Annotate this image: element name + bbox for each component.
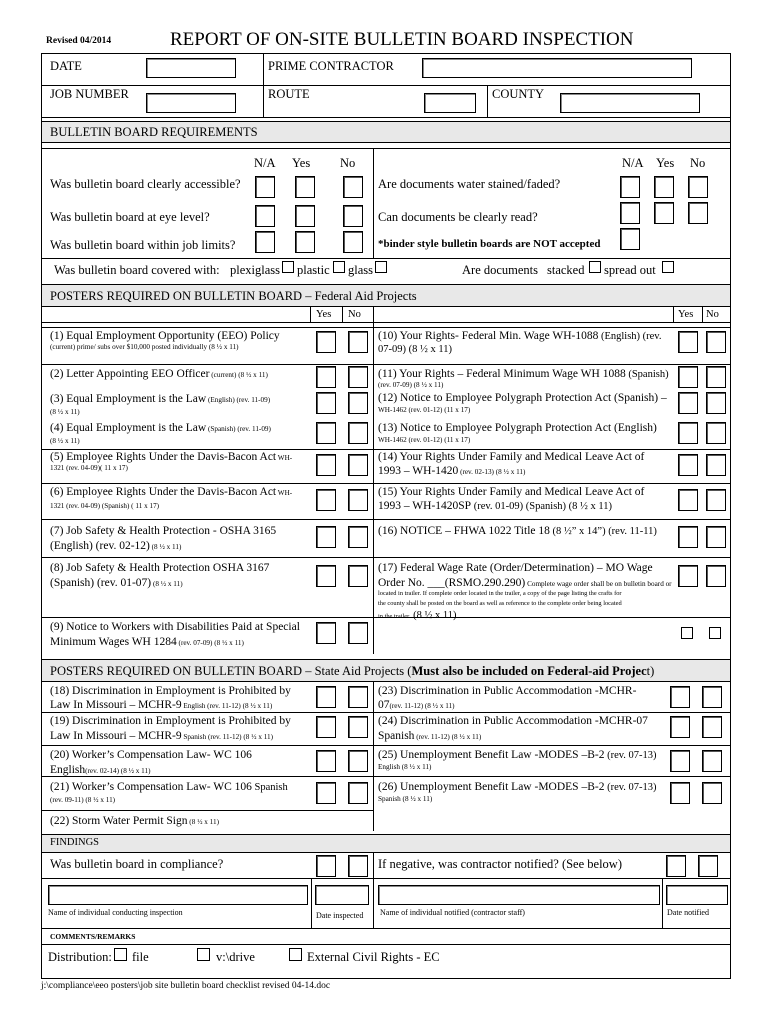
- q-within-limits: Was bulletin board within job limits?: [50, 238, 236, 252]
- poster-17-main: Order No. ___(RSMO.290.290): [378, 577, 526, 589]
- file-checkbox[interactable]: [114, 948, 127, 961]
- federal-col-yes-left: Yes: [316, 309, 332, 320]
- binder-note: *binder style bulletin boards are NOT accepted: [378, 238, 601, 250]
- poster-20-title: (20) Worker’s Compensation Law- WC 106: [50, 749, 252, 761]
- poster-25-no-checkbox[interactable]: [702, 750, 722, 772]
- federal-heading-main: POSTERS REQUIRED ON BULLETIN BOARD: [50, 289, 303, 303]
- poster-26-title: [378, 782, 657, 794]
- poster-24-line2: [378, 731, 481, 743]
- poster-14-no-checkbox[interactable]: [706, 454, 726, 476]
- plastic-checkbox[interactable]: [333, 261, 345, 273]
- prime-contractor-field[interactable]: [422, 58, 692, 78]
- notified-no-checkbox[interactable]: [698, 855, 718, 877]
- date-inspected-label: Date inspected: [316, 911, 364, 920]
- poster-4-size: (8 ½ x 11): [50, 437, 80, 445]
- county-field[interactable]: [560, 93, 700, 113]
- file-path: j:\compliance\eeo posters\job site bulletin board checklist revised 04-14.doc: [41, 981, 331, 991]
- poster-19-title: (19) Discrimination in Employment is Prohibited by: [50, 715, 291, 727]
- poster-6-main: (6) Employee Rights Under the Davis-Bacon Act: [50, 486, 277, 498]
- poster-4-no-checkbox[interactable]: [348, 422, 368, 444]
- col-na-left: N/A: [254, 156, 276, 170]
- poster-21-title: [50, 782, 288, 794]
- external-label: External Civil Rights - EC: [307, 950, 440, 964]
- county-label: COUNTY: [492, 87, 545, 101]
- route-field[interactable]: [424, 93, 476, 113]
- poster-7-title: (7) Job Safety & Health Protection - OSHA 3165: [50, 525, 277, 537]
- poster-14-title: (14) Your Rights Under Family and Medical Leave Act of: [378, 451, 645, 463]
- poster-12-yes-checkbox[interactable]: [678, 392, 698, 414]
- poster-2-main: (2) Letter Appointing EEO Officer: [50, 368, 210, 380]
- poster-7-main: (English) (rev. 02-12): [50, 540, 150, 552]
- poster-21-no-checkbox[interactable]: [348, 782, 368, 804]
- inspector-name-label: Name of individual conducting inspection: [48, 908, 183, 917]
- poster-23-detail: (rev. 11-12) (8 ½ x 11): [389, 702, 455, 710]
- poster-6-yes-checkbox[interactable]: [316, 489, 336, 511]
- poster-11-yes-checkbox[interactable]: [678, 366, 698, 388]
- poster-17-size: (8 ½ x 11): [410, 610, 457, 621]
- poster-18-detail: English (rev. 11-12) (8 ½ x 11): [181, 702, 273, 710]
- poster-14-main: 1993 – WH-1420: [378, 465, 459, 477]
- poster-25-title: [378, 750, 657, 762]
- poster-16-no-checkbox[interactable]: [706, 526, 726, 548]
- poster-26-yes-checkbox[interactable]: [670, 782, 690, 804]
- poster-18-line2: [50, 700, 272, 712]
- poster-13-title: (13) Notice to Employee Polygraph Protection Act (English): [378, 422, 657, 434]
- poster-26-no-checkbox[interactable]: [702, 782, 722, 804]
- poster-8-main: (Spanish) (rev. 01-07): [50, 577, 152, 589]
- poster-14-yes-checkbox[interactable]: [678, 454, 698, 476]
- poster-25-rev: (rev. 07-13): [604, 750, 657, 761]
- plastic-label: plastic: [297, 263, 330, 277]
- poster-5-title: [50, 452, 292, 464]
- state-heading-main: POSTERS REQUIRED ON BULLETIN BOARD: [50, 664, 303, 678]
- state-heading-end: t): [646, 664, 655, 678]
- poster-20-main: English: [50, 764, 86, 776]
- poster-23-no-checkbox[interactable]: [702, 686, 722, 708]
- poster-19-main: Law In Missouri – MCHR-9: [50, 730, 182, 742]
- poster-6-title: [50, 487, 292, 499]
- poster-19-detail: Spanish (rev. 11-12) (8 ½ x 11): [181, 733, 274, 741]
- poster-3-title: [50, 394, 270, 406]
- poster-5-main: (5) Employee Rights Under the Davis-Bacon Act: [50, 451, 277, 463]
- poster-21-detail: (rev. 09-11) (8 ½ x 11): [50, 796, 116, 804]
- job-number-field[interactable]: [146, 93, 236, 113]
- federal-heading: [50, 290, 417, 303]
- poster-17-title: (17) Federal Wage Rate (Order/Determination) – MO Wage: [378, 562, 653, 574]
- q-clearly-read: Can documents be clearly read?: [378, 210, 538, 224]
- poster-11-detail: (Spanish): [625, 369, 669, 380]
- within-limits-no-checkbox[interactable]: [343, 231, 363, 253]
- poster-9-right-yes-checkbox[interactable]: [681, 627, 693, 639]
- poster-17-trailer: in the trailer.: [378, 613, 411, 620]
- poster-10-detail: (English) (rev.: [598, 331, 662, 342]
- poster-9-title: (9) Notice to Workers with Disabilities Paid at Special: [50, 621, 300, 633]
- accessible-yes-checkbox[interactable]: [295, 176, 315, 198]
- poster-1-no-checkbox[interactable]: [348, 331, 368, 353]
- poster-2-title: [50, 369, 268, 381]
- poster-17-line5: [378, 611, 456, 622]
- notified-yes-checkbox[interactable]: [666, 855, 686, 877]
- glass-label: glass: [348, 263, 373, 277]
- poster-25-yes-checkbox[interactable]: [670, 750, 690, 772]
- poster-8-title: (8) Job Safety & Health Protection OSHA 3167: [50, 562, 270, 574]
- federal-col-yes-right: Yes: [678, 309, 694, 320]
- poster-8-size: (8 ½ x 11): [151, 580, 183, 588]
- poster-25-detail: English (8 ½ x 11): [378, 763, 432, 771]
- poster-20-no-checkbox[interactable]: [348, 750, 368, 772]
- poster-12-no-checkbox[interactable]: [706, 392, 726, 414]
- eye-level-na-checkbox[interactable]: [255, 205, 275, 227]
- col-yes-right: Yes: [656, 156, 675, 170]
- poster-9-no-checkbox[interactable]: [348, 622, 368, 644]
- poster-14-line2: [378, 466, 525, 478]
- poster-5-detail: WH-: [276, 454, 293, 462]
- poster-3-detail: (English) (rev. 11-09): [206, 396, 271, 404]
- notified-name-label: Name of individual notified (contractor staff): [380, 908, 525, 917]
- poster-4-detail: (Spanish) (rev. 11-09): [206, 425, 271, 433]
- poster-2-detail: (current) (8 ½ x 11): [209, 371, 268, 379]
- poster-21-main: (21) Worker’s Compensation Law- WC 106: [50, 781, 252, 793]
- poster-11-title: [378, 369, 669, 381]
- covered-with-label: Was bulletin board covered with:: [54, 263, 220, 277]
- compliance-yes-checkbox[interactable]: [316, 855, 336, 877]
- poster-19-no-checkbox[interactable]: [348, 716, 368, 738]
- poster-17-no-checkbox[interactable]: [706, 565, 726, 587]
- revised-date: Revised 04/2014: [46, 36, 112, 46]
- poster-18-main: Law In Missouri – MCHR-9: [50, 699, 182, 711]
- poster-25-main: (25) Unemployment Benefit Law -MODES –B-2: [378, 749, 605, 761]
- q-accessible: Was bulletin board clearly accessible?: [50, 177, 241, 191]
- poster-12-detail: WH-1462 (rev. 01-12) (11 x 17): [378, 406, 471, 414]
- date-notified-label: Date notified: [667, 908, 709, 917]
- poster-5-size: 1321 (rev. 04-09)( 11 x 17): [50, 464, 128, 472]
- file-label: file: [132, 950, 149, 964]
- poster-9-line2: [50, 637, 244, 649]
- distribution-label: Distribution:: [48, 950, 112, 964]
- poster-7-no-checkbox[interactable]: [348, 526, 368, 548]
- poster-9-right-no-checkbox[interactable]: [709, 627, 721, 639]
- notified-name-field[interactable]: [378, 885, 660, 905]
- poster-8-no-checkbox[interactable]: [348, 565, 368, 587]
- poster-16-yes-checkbox[interactable]: [678, 526, 698, 548]
- poster-1-yes-checkbox[interactable]: [316, 331, 336, 353]
- poster-13-yes-checkbox[interactable]: [678, 422, 698, 444]
- spread-out-checkbox[interactable]: [662, 261, 674, 273]
- poster-11-no-checkbox[interactable]: [706, 366, 726, 388]
- poster-24-main: Spanish: [378, 730, 415, 742]
- q-notified: If negative, was contractor notified? (See below): [378, 857, 622, 871]
- compliance-no-checkbox[interactable]: [348, 855, 368, 877]
- poster-22-title: [50, 816, 219, 828]
- poster-24-title: (24) Discrimination in Public Accommodation -MCHR-07: [378, 715, 648, 727]
- poster-21-lang: Spanish: [251, 782, 288, 793]
- poster-17-line2: [378, 578, 672, 590]
- poster-8-yes-checkbox[interactable]: [316, 565, 336, 587]
- poster-20-yes-checkbox[interactable]: [316, 750, 336, 772]
- poster-26-detail: Spanish (8 ½ x 11): [378, 795, 433, 803]
- poster-19-line2: [50, 731, 273, 743]
- poster-14-detail: (rev. 02-13) (8 ½ x 11): [458, 468, 526, 476]
- state-heading-bold: Must also be included on Federal-aid Projec: [411, 664, 647, 678]
- poster-4-yes-checkbox[interactable]: [316, 422, 336, 444]
- poster-15-line2: [378, 501, 612, 513]
- poster-10-no-checkbox[interactable]: [706, 331, 726, 353]
- q-eye-level: Was bulletin board at eye level?: [50, 210, 210, 224]
- poster-10-main: (10) Your Rights- Federal Min. Wage WH-1088: [378, 330, 599, 342]
- poster-21-yes-checkbox[interactable]: [316, 782, 336, 804]
- poster-23-yes-checkbox[interactable]: [670, 686, 690, 708]
- poster-23-line2: [378, 700, 455, 712]
- within-limits-extra-na-checkbox[interactable]: [620, 228, 640, 250]
- spread-out-label: spread out: [604, 263, 656, 277]
- col-yes-left: Yes: [292, 156, 311, 170]
- federal-heading-suffix: – Federal Aid Projects: [302, 289, 417, 303]
- poster-15-detail: (rev. 01-09) (Spanish) (8 ½ x 11): [471, 501, 613, 512]
- poster-3-size: (8 ½ x 11): [50, 408, 80, 416]
- date-field[interactable]: [146, 58, 236, 78]
- poster-16-detail: (8 ½” x 14”) (rev. 11-11): [549, 526, 657, 537]
- poster-24-no-checkbox[interactable]: [702, 716, 722, 738]
- vdrive-label: v:\drive: [216, 950, 255, 964]
- poster-26-main: (26) Unemployment Benefit Law -MODES –B-2: [378, 781, 605, 793]
- poster-17-yes-checkbox[interactable]: [678, 565, 698, 587]
- poster-3-yes-checkbox[interactable]: [316, 392, 336, 414]
- plexiglass-checkbox[interactable]: [282, 261, 294, 273]
- poster-1-title: (1) Equal Employment Opportunity (EEO) Policy: [50, 330, 280, 342]
- poster-15-title: (15) Your Rights Under Family and Medical Leave Act of: [378, 486, 645, 498]
- date-notified-field[interactable]: [666, 885, 728, 905]
- poster-16-main: (16) NOTICE – FHWA 1022 Title 18: [378, 525, 550, 537]
- col-no-left: No: [340, 156, 356, 170]
- poster-9-main: Minimum Wages WH 1284: [50, 636, 177, 648]
- vdrive-checkbox[interactable]: [197, 948, 210, 961]
- poster-20-detail: (rev. 02-14) (8 ½ x 11): [85, 767, 151, 775]
- state-heading-mid: – State Aid Projects (: [302, 664, 412, 678]
- poster-8-line2: [50, 578, 183, 590]
- poster-11-size: (rev. 07-09) (8 ½ x 11): [378, 381, 444, 389]
- poster-7-yes-checkbox[interactable]: [316, 526, 336, 548]
- date-label: DATE: [50, 59, 82, 73]
- poster-26-rev: (rev. 07-13): [604, 782, 657, 793]
- poster-4-main: (4) Equal Employment is the Law: [50, 422, 207, 434]
- poster-9-yes-checkbox[interactable]: [316, 622, 336, 644]
- poster-3-no-checkbox[interactable]: [348, 392, 368, 414]
- requirements-heading: BULLETIN BOARD REQUIREMENTS: [50, 125, 258, 139]
- federal-col-no-left: No: [348, 309, 361, 320]
- poster-18-title: (18) Discrimination in Employment is Prohibited by: [50, 685, 291, 697]
- poster-9-detail: (rev. 07-09) (8 ½ x 11): [176, 639, 244, 647]
- federal-col-no-right: No: [706, 309, 719, 320]
- stacked-checkbox[interactable]: [589, 261, 601, 273]
- page-title: REPORT OF ON-SITE BULLETIN BOARD INSPECTION: [170, 29, 634, 50]
- poster-6-detail: WH-: [276, 489, 293, 497]
- water-stained-yes-checkbox[interactable]: [654, 176, 674, 198]
- poster-20-line2: [50, 765, 150, 777]
- q-compliance: Was bulletin board in compliance?: [50, 857, 224, 871]
- water-stained-no-checkbox[interactable]: [688, 176, 708, 198]
- external-checkbox[interactable]: [289, 948, 302, 961]
- accessible-na-checkbox[interactable]: [255, 176, 275, 198]
- poster-10-title: [378, 331, 662, 343]
- poster-23-title: (23) Discrimination in Public Accommodation -MCHR-: [378, 685, 637, 697]
- poster-15-yes-checkbox[interactable]: [678, 489, 698, 511]
- poster-18-no-checkbox[interactable]: [348, 686, 368, 708]
- within-limits-na-checkbox[interactable]: [255, 231, 275, 253]
- docs-are-label: Are documents: [462, 263, 539, 277]
- poster-6-size: 1321 (rev. 04-09) (Spanish) ( 11 x 17): [50, 502, 160, 510]
- poster-13-no-checkbox[interactable]: [706, 422, 726, 444]
- q-water-stained: Are documents water stained/faded?: [378, 177, 561, 191]
- state-heading: [50, 665, 654, 678]
- comments-label: COMMENTS/REMARKS: [50, 932, 136, 941]
- poster-6-no-checkbox[interactable]: [348, 489, 368, 511]
- water-stained-na-checkbox[interactable]: [620, 176, 640, 198]
- poster-5-yes-checkbox[interactable]: [316, 454, 336, 476]
- poster-17-line3: located in trailer. If complete order located in the trailer, a copy of the page listing the crafts for: [378, 590, 622, 597]
- eye-level-yes-checkbox[interactable]: [295, 205, 315, 227]
- clearly-read-no-checkbox[interactable]: [688, 202, 708, 224]
- col-no-right: No: [690, 156, 706, 170]
- clearly-read-na-checkbox[interactable]: [620, 202, 640, 224]
- poster-11-main: (11) Your Rights – Federal Minimum Wage WH 1088: [378, 368, 626, 380]
- stacked-label: stacked: [547, 263, 585, 277]
- poster-16-title: [378, 526, 657, 538]
- poster-2-yes-checkbox[interactable]: [316, 366, 336, 388]
- inspector-name-field[interactable]: [48, 885, 308, 905]
- accessible-no-checkbox[interactable]: [343, 176, 363, 198]
- poster-17-line4: the county shall be posted on the board as well as reference to the complete order being located: [378, 600, 622, 607]
- poster-13-detail: WH-1462 (rev. 01-12) (11 x 17): [378, 436, 471, 444]
- poster-10-size: 07-09) (8 ½ x 11): [378, 344, 452, 355]
- poster-1-detail: (current) prime/ subs over $10,000 posted individually (8 ½ x 11): [50, 343, 239, 351]
- eye-level-no-checkbox[interactable]: [343, 205, 363, 227]
- poster-19-yes-checkbox[interactable]: [316, 716, 336, 738]
- poster-15-no-checkbox[interactable]: [706, 489, 726, 511]
- glass-checkbox[interactable]: [375, 261, 387, 273]
- poster-22-detail: (8 ½ x 11): [187, 818, 219, 826]
- poster-24-yes-checkbox[interactable]: [670, 716, 690, 738]
- clearly-read-yes-checkbox[interactable]: [654, 202, 674, 224]
- job-number-label: JOB NUMBER: [50, 87, 129, 101]
- poster-15-main: 1993 – WH-1420SP: [378, 500, 472, 512]
- poster-18-yes-checkbox[interactable]: [316, 686, 336, 708]
- poster-22-main: (22) Storm Water Permit Sign: [50, 815, 188, 827]
- poster-17-detail: Complete wage order shall be on bulletin board or: [525, 580, 672, 588]
- poster-24-detail: (rev. 11-12) (8 ½ x 11): [414, 733, 482, 741]
- poster-3-main: (3) Equal Employment is the Law: [50, 393, 207, 405]
- poster-4-title: [50, 423, 271, 435]
- route-label: ROUTE: [268, 87, 310, 101]
- poster-7-size: (8 ½ x 11): [149, 543, 182, 551]
- prime-contractor-label: PRIME CONTRACTOR: [268, 59, 394, 73]
- within-limits-yes-checkbox[interactable]: [295, 231, 315, 253]
- plexiglass-label: plexiglass: [230, 263, 280, 277]
- findings-heading: FINDINGS: [50, 837, 100, 848]
- poster-10-yes-checkbox[interactable]: [678, 331, 698, 353]
- poster-7-line2: [50, 541, 181, 553]
- poster-12-title: (12) Notice to Employee Polygraph Protection Act (Spanish) –: [378, 392, 667, 404]
- poster-23-main: 07: [378, 699, 390, 711]
- poster-2-no-checkbox[interactable]: [348, 366, 368, 388]
- col-na-right: N/A: [622, 156, 644, 170]
- date-inspected-field[interactable]: [315, 885, 369, 905]
- poster-5-no-checkbox[interactable]: [348, 454, 368, 476]
